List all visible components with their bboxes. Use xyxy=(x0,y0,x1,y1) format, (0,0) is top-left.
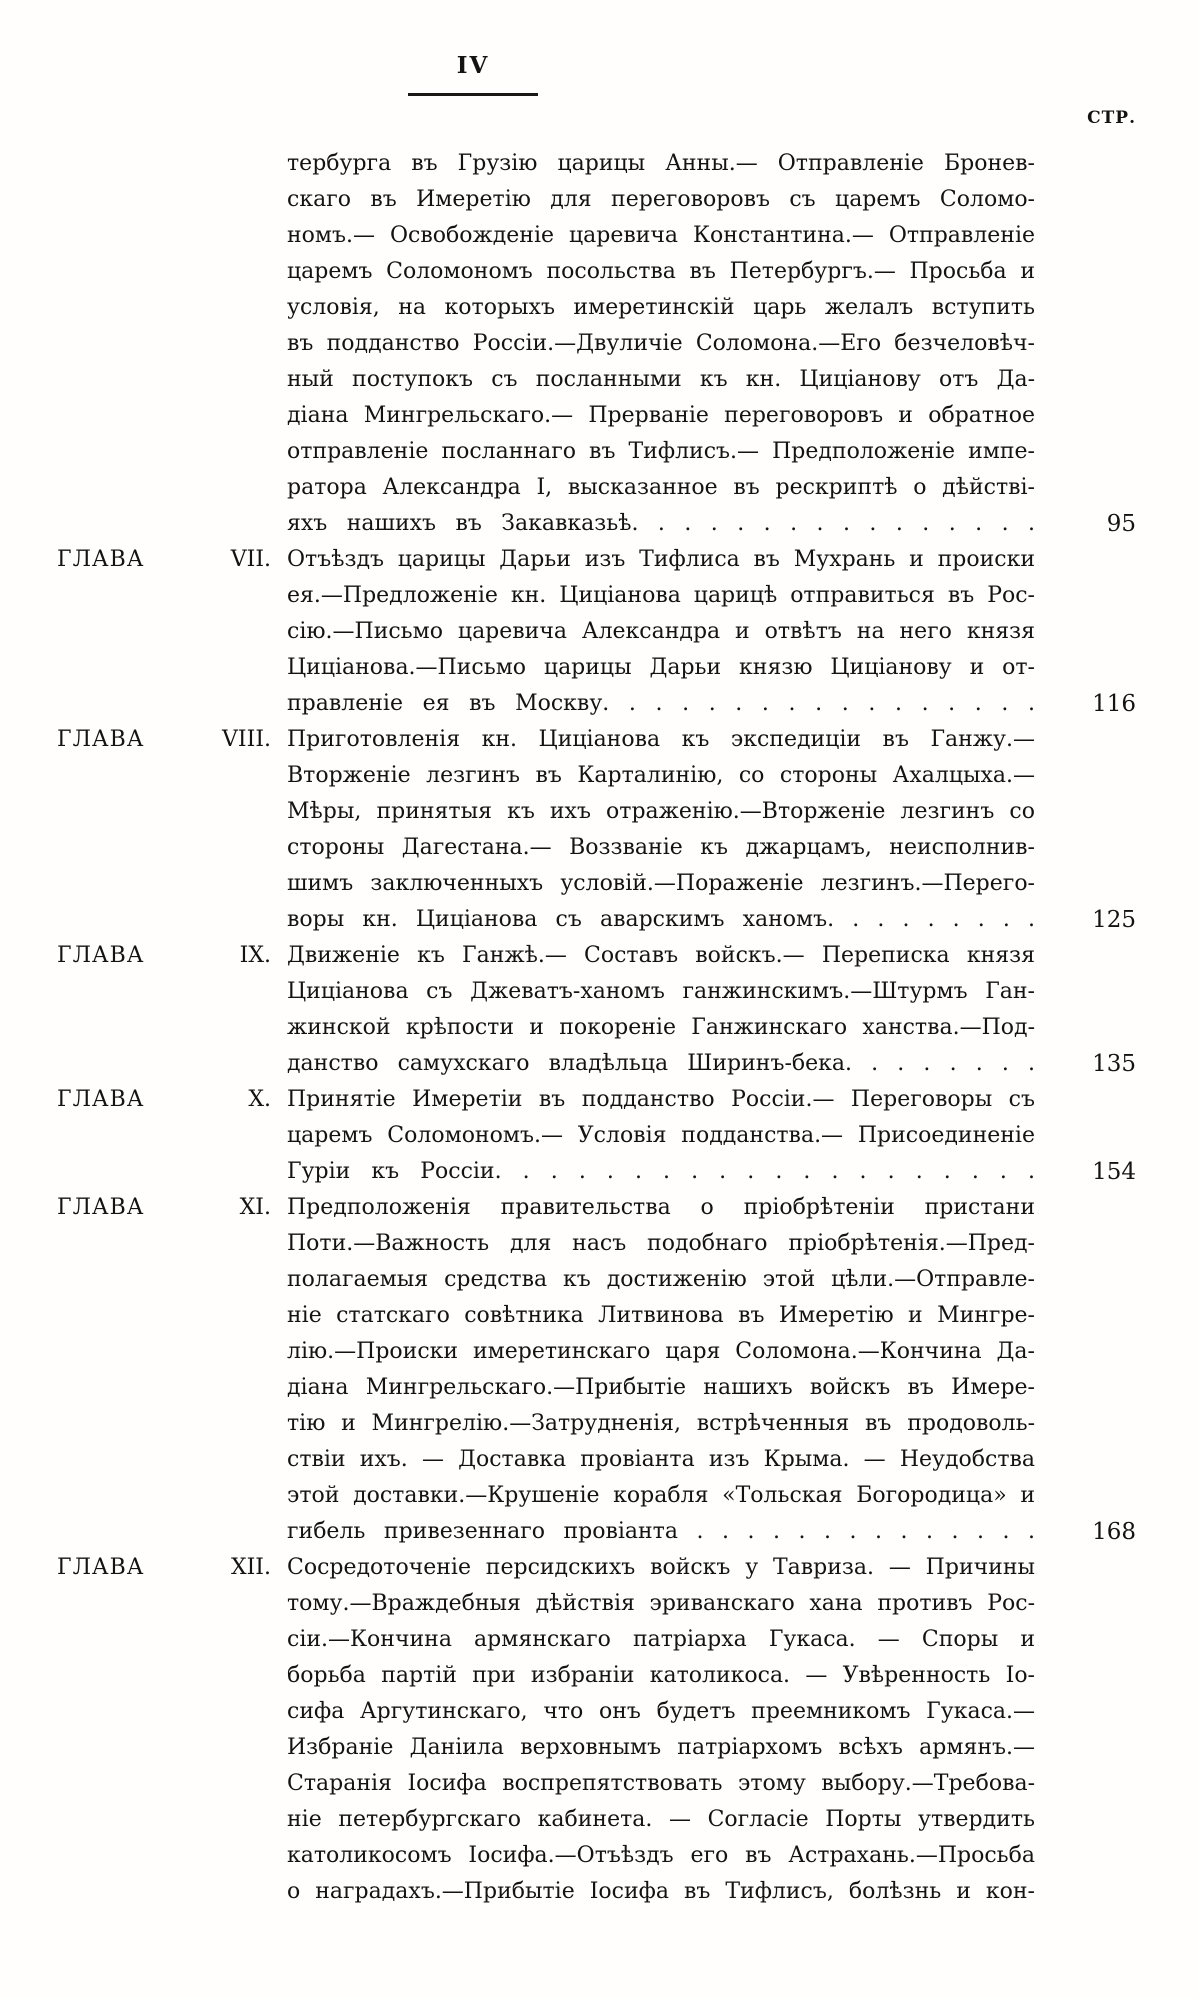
toc-entry xyxy=(57,938,1136,1082)
chapter-numeral xyxy=(175,146,287,542)
entry-line: Принятіе Имеретіи въ подданство Россіи.— Переговоры съ xyxy=(287,1087,1035,1112)
entry-line: Вторженіе лезгинъ въ Карталинію, со стороны Ахалцыха.— xyxy=(287,763,1035,788)
entry-page-number: 116 xyxy=(1092,691,1136,717)
entry-line: Отъѣздъ царицы Дарьи изъ Тифлиса въ Мухрань и происки xyxy=(287,547,1035,572)
entry-line: ратора Александра I, высказанное въ рескриптѣ о дѣйстві- xyxy=(287,475,1035,500)
chapter-numeral: VIII. xyxy=(222,727,271,752)
entry-line: данство самухскаго владѣльца Ширинъ-бека. . . . . . . . xyxy=(287,1051,1035,1076)
entry-line: этой доставки.—Крушеніе корабля «Тольская Богородица» и xyxy=(287,1483,1035,1508)
entry-text xyxy=(287,1550,1035,1910)
toc-entry xyxy=(57,1550,1136,1910)
entry-page-number: 135 xyxy=(1092,1051,1136,1077)
chapter-numeral: VII. xyxy=(230,547,271,572)
entry-line: ея.—Предложеніе кн. Циціанова царицѣ отправиться въ Рос- xyxy=(287,583,1035,608)
column-header-str: СТР. xyxy=(1087,108,1136,128)
entry-line: тербурга въ Грузію царицы Анны.— Отправленіе Бронев- xyxy=(287,151,1035,176)
entry-line: тому.—Враждебныя дѣйствія эриванскаго хана противъ Рос- xyxy=(287,1591,1035,1616)
entry-line: скаго въ Имеретію для переговоровъ съ царемъ Соломо- xyxy=(287,187,1035,212)
entry-text xyxy=(287,1082,1035,1190)
entry-line: Циціанова съ Джеватъ-ханомъ ганжинскимъ.—Штурмъ Ган- xyxy=(287,979,1035,1004)
chapter-numeral: XII. xyxy=(230,1555,271,1580)
entry-line: стороны Дагестана.— Воззваніе къ джарцамъ, неисполнив- xyxy=(287,835,1035,860)
entry-line: Гуріи къ Россіи. . . . . . . . . . . . . . . . . . . . xyxy=(287,1159,1035,1184)
entry-line: лію.—Происки имеретинскаго царя Соломона.—Кончина Да- xyxy=(287,1339,1035,1364)
entry-line: Поти.—Важность для насъ подобнаго пріобрѣтенія.—Пред- xyxy=(287,1231,1035,1256)
chapter-label: ГЛАВА xyxy=(57,547,145,572)
entry-text xyxy=(287,722,1035,938)
entry-line: ствіи ихъ. — Доставка провіанта изъ Крыма. — Неудобства xyxy=(287,1447,1035,1472)
chapter-numeral: X. xyxy=(248,1087,271,1112)
entry-text xyxy=(287,1190,1035,1550)
entry-line: Старанія Іосифа воспрепятствовать этому выбору.—Требова- xyxy=(287,1771,1035,1796)
entry-line: сію.—Письмо царевича Александра и отвѣтъ на него князя xyxy=(287,619,1035,644)
entry-line: царемъ Соломономъ посольства въ Петербургъ.— Просьба и xyxy=(287,259,1035,284)
entry-text xyxy=(287,938,1035,1082)
entry-line: правленіе ея въ Москву. . . . . . . . . . . . . . . . . xyxy=(287,691,1035,716)
entry-page-number: 95 xyxy=(1106,511,1136,537)
chapter-numeral: IX. xyxy=(239,943,271,968)
entry-line: въ подданство Россіи.—Двуличіе Соломона.—Его безчеловѣч- xyxy=(287,331,1035,356)
entry-line: сіи.—Кончина армянскаго патріарха Гукаса. — Споры и xyxy=(287,1627,1035,1652)
entry-line: Циціанова.—Письмо царицы Дарьи князю Циціанову и от- xyxy=(287,655,1035,680)
toc-entry xyxy=(57,146,1136,542)
entry-line: ніе статскаго совѣтника Литвинова въ Имеретію и Мингре- xyxy=(287,1303,1035,1328)
entry-line: яхъ нашихъ въ Закавказьѣ. . . . . . . . . . . . . . . . xyxy=(287,511,1035,536)
toc-entry xyxy=(57,722,1136,938)
chapter-label xyxy=(57,146,175,542)
entry-line: Приготовленія кн. Циціанова къ экспедиціи въ Ганжу.— xyxy=(287,727,1035,752)
entry-line: тію и Мингрелію.—Затрудненія, встрѣченныя въ продоволь- xyxy=(287,1411,1035,1436)
chapter-numeral: XI. xyxy=(239,1195,271,1220)
entry-line: отправленіе посланнаго въ Тифлисъ.— Предположеніе импе- xyxy=(287,439,1035,464)
toc-entry xyxy=(57,1082,1136,1190)
chapter-label: ГЛАВА xyxy=(57,727,145,752)
entry-line: діана Мингрельскаго.—Прибытіе нашихъ войскъ въ Имере- xyxy=(287,1375,1035,1400)
toc-entry xyxy=(57,1190,1136,1550)
entry-page-number: 125 xyxy=(1092,907,1136,933)
entry-line: воры кн. Циціанова съ аварскимъ ханомъ. . . . . . . . . xyxy=(287,907,1035,932)
entry-line: Избраніе Даніила верховнымъ патріархомъ всѣхъ армянъ.— xyxy=(287,1735,1035,1760)
entry-line: діана Мингрельскаго.— Прерваніе переговоровъ и обратное xyxy=(287,403,1035,428)
page-number: IV xyxy=(408,52,538,96)
entry-line: жинской крѣпости и покореніе Ганжинскаго ханства.—Под- xyxy=(287,1015,1035,1040)
toc xyxy=(57,146,1136,1910)
entry-line: Сосредоточеніе персидскихъ войскъ у Тавриза. — Причины xyxy=(287,1555,1035,1580)
entry-line: гибель привезеннаго провіанта . . . . . . . . . . . . . . xyxy=(287,1519,1035,1544)
entry-line: ніе петербургскаго кабинета. — Согласіе Порты утвердить xyxy=(287,1807,1035,1832)
entry-line: сифа Аргутинскаго, что онъ будетъ преемникомъ Гукаса.— xyxy=(287,1699,1035,1724)
entry-page-number: 168 xyxy=(1092,1519,1136,1545)
entry-line: Движеніе къ Ганжѣ.— Составъ войскъ.— Переписка князя xyxy=(287,943,1035,968)
entry-line: Мѣры, принятыя къ ихъ отраженію.—Вторженіе лезгинъ со xyxy=(287,799,1035,824)
entry-line: ный поступокъ съ посланными къ кн. Циціанову отъ Да- xyxy=(287,367,1035,392)
entry-line: царемъ Соломономъ.— Условія подданства.— Присоединеніе xyxy=(287,1123,1035,1148)
entry-page-number: 154 xyxy=(1092,1159,1136,1185)
entry-line: о наградахъ.—Прибытіе Іосифа въ Тифлисъ, болѣзнь и кон- xyxy=(287,1879,1035,1904)
entry-text xyxy=(287,542,1035,722)
chapter-label: ГЛАВА xyxy=(57,943,145,968)
chapter-label: ГЛАВА xyxy=(57,1195,145,1220)
entry-line: шимъ заключенныхъ условій.—Пораженіе лезгинъ.—Перего- xyxy=(287,871,1035,896)
chapter-label: ГЛАВА xyxy=(57,1555,145,1580)
entry-line: католикосомъ Іосифа.—Отъѣздъ его въ Астрахань.—Просьба xyxy=(287,1843,1035,1868)
entry-text xyxy=(287,146,1035,542)
toc-entry xyxy=(57,542,1136,722)
entry-line: борьба партій при избраніи католикоса. — Увѣренность Іо- xyxy=(287,1663,1035,1688)
entry-line: условія, на которыхъ имеретинскій царь желалъ вступить xyxy=(287,295,1035,320)
entry-line: номъ.— Освобожденіе царевича Константина.— Отправленіе xyxy=(287,223,1035,248)
entry-line: полагаемыя средства къ достиженію этой цѣли.—Отправле- xyxy=(287,1267,1035,1292)
entry-line: Предположенія правительства о пріобрѣтеніи пристани xyxy=(287,1195,1035,1220)
chapter-label: ГЛАВА xyxy=(57,1087,145,1112)
